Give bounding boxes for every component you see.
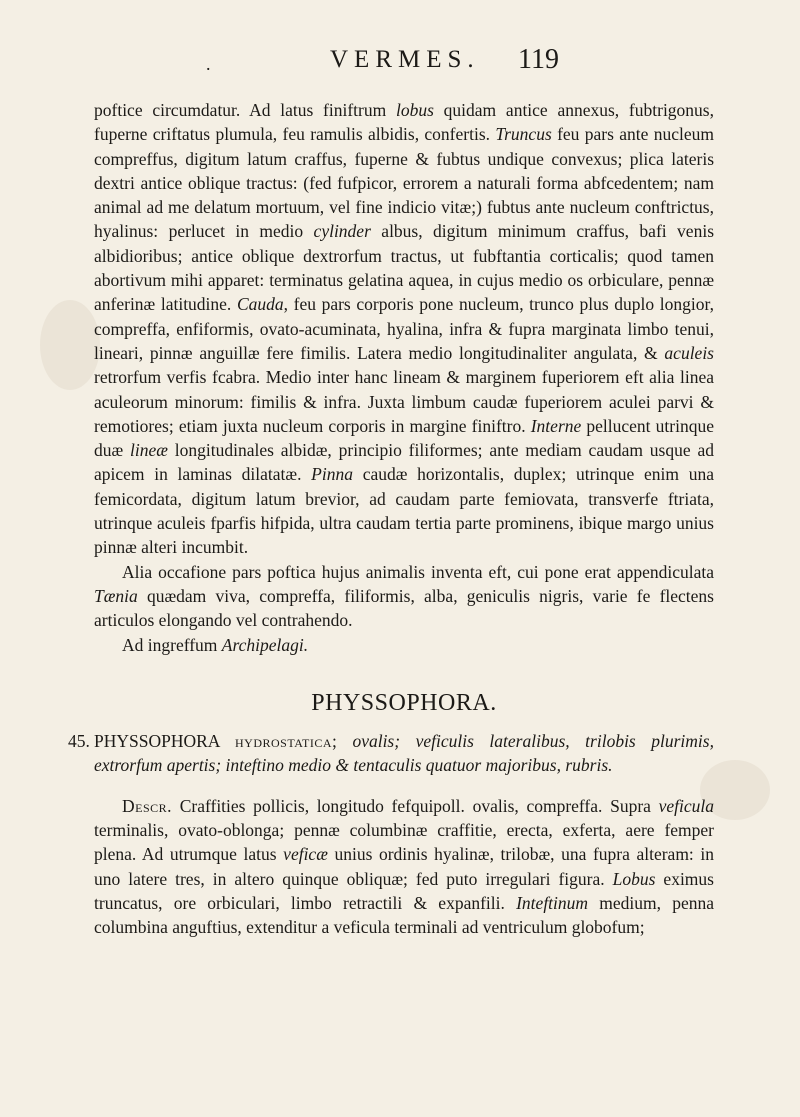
term-lobus: Lobus (612, 868, 656, 889)
entry-number: 45. (68, 731, 90, 752)
body-text (68, 98, 715, 940)
text-run: medium, penna columbina anguftius, extenditur a veficula terminali ad ventriculum globofum; (94, 892, 715, 938)
term-pinna: Pinna (311, 464, 353, 485)
text-run: quidam antice annexus, fubtrigonus, fuperne criftatus plumula, feu ramulis albidis, confertis. (94, 100, 714, 145)
paragraph-archipelago (94, 633, 714, 657)
running-head-title: VERMES. (330, 46, 480, 73)
text-run: ; (332, 731, 353, 752)
text-run: Ad ingreffum (122, 634, 222, 655)
term-cylinder: cylinder (313, 221, 371, 242)
species-entry (68, 729, 714, 778)
term-aculeis: aculeis (664, 342, 714, 363)
term-interne: Interne (530, 415, 582, 436)
species-diagnosis: ovalis; veficulis lateralibus, trilobis plurimis, extrorfum apertis; inteftino medio & tentaculis quatuor majoribus, rubris. (94, 731, 714, 776)
species-name: PHYSSOPHORA (94, 731, 220, 752)
paragraph-lobus-description (94, 98, 714, 560)
text-run: longitudinales albidæ, principio filiformes; ante mediam caudam usque ad apicem in laminas dilatatæ. (94, 440, 714, 485)
section-heading: PHYSSOPHORA. (311, 689, 497, 716)
running-head-dot: . (206, 54, 211, 74)
text-run: , feu pars corporis pone nucleum, trunco plus duplo longior, compreffa, enfiformis, ovato-acuminata, hyalina, infra & fupra marginata limbo tenui, lineari, pinnæ anguillæ fere fimilis. Latera medio longitudinaliter angulata, & (94, 294, 714, 363)
text-run: poftice circumdatur. Ad latus finiftrum (94, 100, 396, 120)
term-vesicula: veficula (658, 795, 714, 816)
species-epithet: hydrostatica (235, 731, 333, 752)
text-run: pellucent utrinque duæ (94, 415, 714, 461)
term-truncus: Truncus (495, 124, 552, 145)
page-number: 119 (518, 44, 559, 75)
term-archipelagi: Archipelagi. (221, 634, 309, 655)
text-run: terminalis, ovato-oblonga; pennæ columbinæ craffitie, erecta, exferta, aere femper plena. Ad utrumque latus (94, 820, 714, 865)
text-run: retrorfum verfis fcabra. Medio inter hanc lineam & marginem fuperiorem eft alia linea aculeorum minorum: fimilis & infra. Juxta limbum caudæ fuperiorem aculei parvi & remotiores; etiam juxta nucleum corporis in margine finiftro. (94, 367, 714, 436)
text-run: Craffities pollicis, longitudo fefquipoll. ovalis, compreffa. Supra (172, 795, 659, 816)
term-lineae: lineæ (130, 440, 168, 461)
descr-label: Descr. (122, 795, 173, 816)
paragraph-description (94, 794, 714, 940)
text-run: Alia occafione pars poftica hujus animalis inventa eft, cui pone erat appendiculata (122, 561, 714, 582)
text-run: albus, digitum minimum craffus, bafi venis albidioribus; antice oblique dextrorfum tractus, ut fubftantia corticalis; quod tamen abortivum mihi apparet: terminatus gelatina aquea, in cujus medio os orbiculare, pennæ anferinæ latitudine. (94, 221, 715, 315)
text-run: caudæ horizontalis, duplex; utrinque enim una femicordata, digitum latum brevior, ad caudam parte femiovata, transverfe ftriata, utrinque aculeis fparfis hifpida, ultra caudam tertia parte prominens, ibique margo unius pinnæ alteri incumbit. (94, 464, 714, 558)
text-run: unius ordinis hyalinæ, trilobæ, una fupra alteram: in uno latere tres, in altero quinque obliquæ; fed puto irregulari figura. (94, 844, 714, 889)
term-taenia: Tænia (94, 585, 138, 606)
paragraph-taenia (94, 560, 714, 633)
spacer (94, 778, 714, 794)
term-intestinum: Inteftinum (516, 892, 589, 913)
text-run: eximus truncatus, ore orbiculari, limbo retractili & expanfili. (94, 868, 714, 913)
running-head (0, 42, 800, 86)
text-run: quædam viva, compreffa, filiformis, alba, geniculis nigris, varie fe flectens articulos elongando vel contrahendo. (94, 585, 714, 631)
paper-stain (40, 300, 100, 390)
term-cauda: Cauda (236, 294, 284, 315)
text-run: feu pars ante nucleum compreffus, digitum latum craffus, fuperne & fubtus undique convexus; plica lateris dextri antice oblique tractus: (fed fufpicor, errorem a naturali forma abfcedentem; nam animal ad me delatum mortuum, vel fine indicio vitæ;) fubtus ante nucleum conftrictus, hyalinus: perlucet in medio (94, 124, 715, 242)
term-vesicae: veficæ (283, 844, 328, 865)
term-lobus: lobus (395, 100, 434, 120)
